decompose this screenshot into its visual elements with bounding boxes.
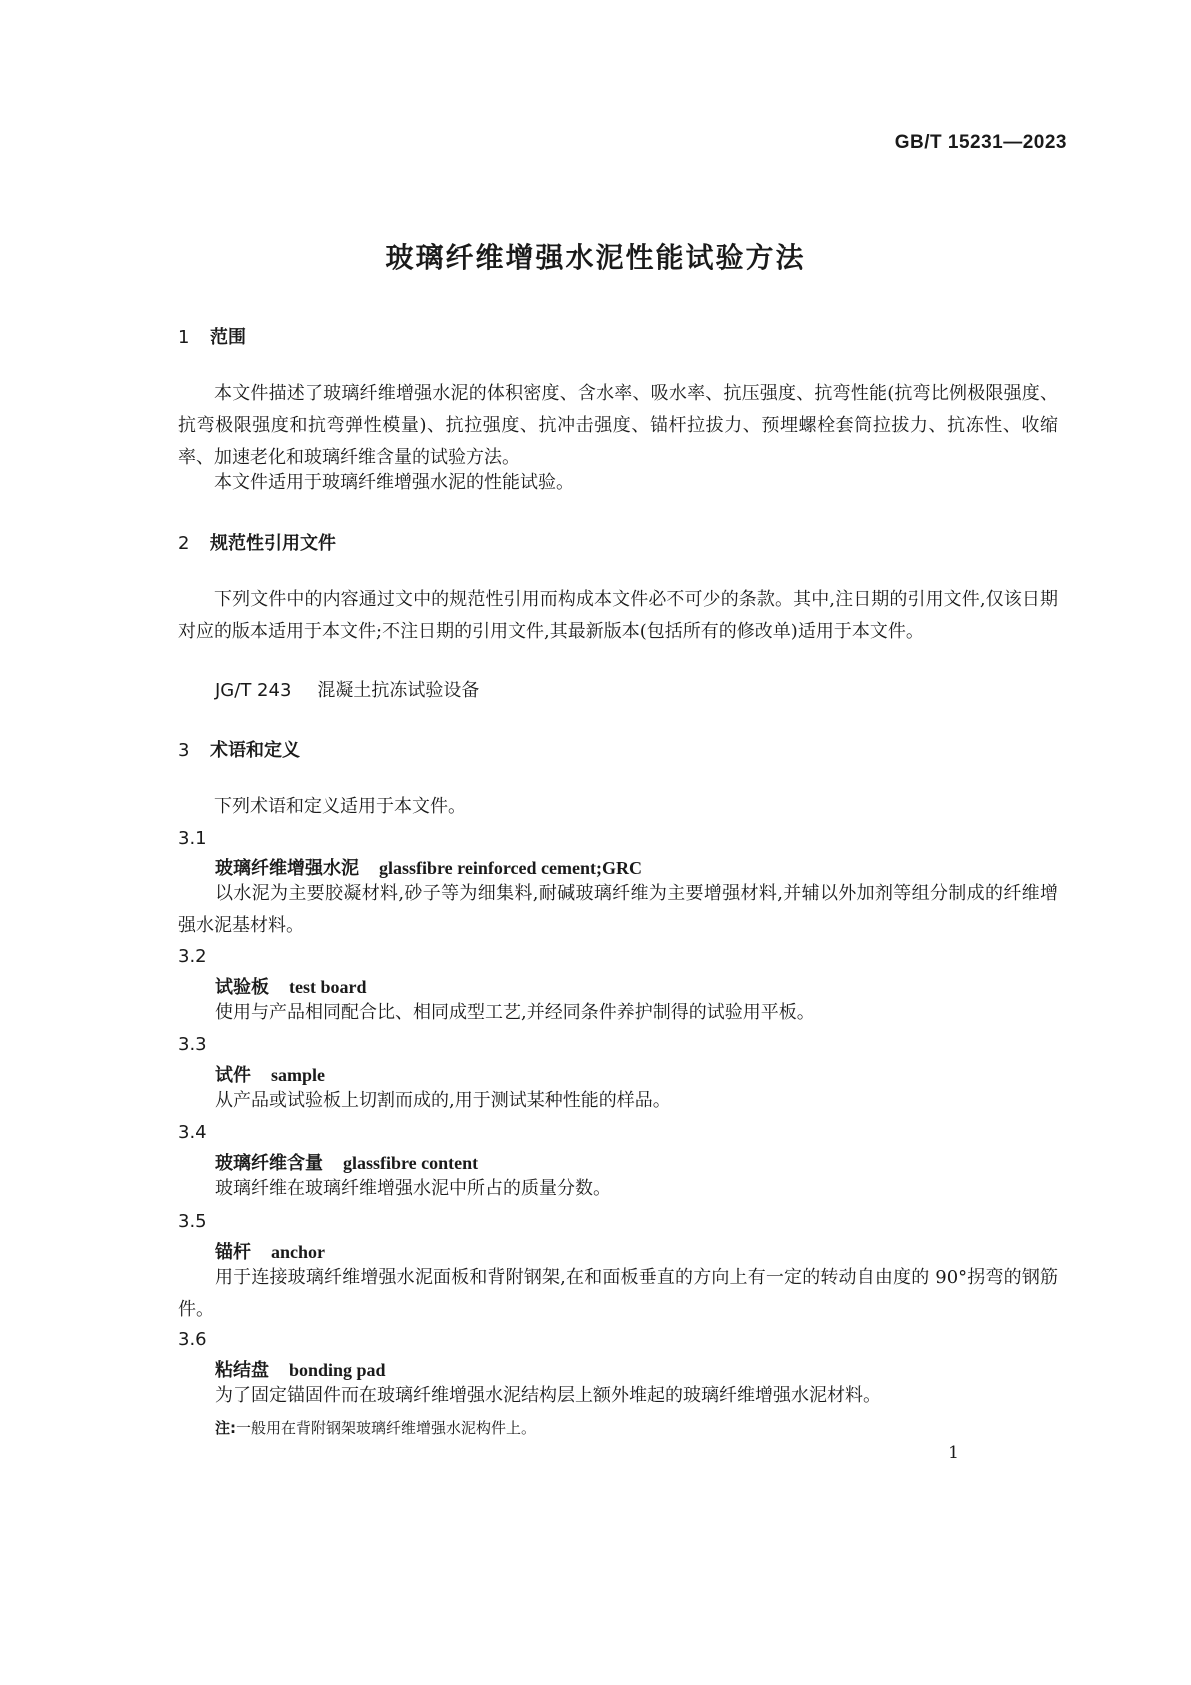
term-number: 3.6 <box>178 1329 207 1350</box>
term-name-zh: 玻璃纤维含量 <box>215 1153 323 1174</box>
term-name-zh: 粘结盘 <box>215 1360 269 1381</box>
term-number: 3.3 <box>178 1034 207 1055</box>
note-text: 一般用在背附钢架玻璃纤维增强水泥构件上。 <box>236 1419 537 1437</box>
term-definition: 以水泥为主要胶凝材料,砂子等为细集料,耐碱玻璃纤维为主要增强材料,并辅以外加剂等组分制成的纤维增强水泥基材料。 <box>178 883 1058 936</box>
term-name-zh: 锚杆 <box>215 1242 251 1263</box>
scope-paragraph-1: 本文件描述了玻璃纤维增强水泥的体积密度、含水率、吸水率、抗压强度、抗弯性能(抗弯比例极限强度、抗弯极限强度和抗弯弹性模量)、抗拉强度、抗冲击强度、锚杆拉拔力、预埋螺栓套筒拉拔力、抗冻性、收缩率、加速老化和玻璃纤维含量的试验方法。 <box>178 383 1058 468</box>
document-title: 玻璃纤维增强水泥性能试验方法 <box>385 241 806 274</box>
term-name-zh: 试件 <box>215 1065 251 1086</box>
standard-code: GB/T 15231—2023 <box>894 132 1067 153</box>
term-number: 3.5 <box>178 1211 207 1232</box>
term-name-en: test board <box>289 977 367 997</box>
term-definition: 玻璃纤维在玻璃纤维增强水泥中所占的质量分数。 <box>215 1178 611 1199</box>
term-note <box>215 1416 536 1442</box>
term-name-zh: 试验板 <box>215 977 269 998</box>
page-number: 1 <box>948 1443 959 1463</box>
term-number: 3.4 <box>178 1122 207 1143</box>
term-definition: 从产品或试验板上切割而成的,用于测试某种性能的样品。 <box>215 1090 671 1111</box>
term-number: 3.1 <box>178 828 207 849</box>
reference-title: 混凝土抗冻试验设备 <box>317 680 480 701</box>
reference-code: JG/T 243 <box>215 680 292 701</box>
term-name-en: glassfibre reinforced cement;GRC <box>379 858 642 878</box>
section-title: 规范性引用文件 <box>210 533 336 554</box>
terms-intro: 下列术语和定义适用于本文件。 <box>214 796 466 817</box>
term-name-en: glassfibre content <box>343 1153 479 1173</box>
section-heading-scope <box>178 323 1058 354</box>
reference-item <box>215 676 479 707</box>
term-name-en: anchor <box>271 1242 325 1262</box>
term-definition: 为了固定锚固件而在玻璃纤维增强水泥结构层上额外堆起的玻璃纤维增强水泥材料。 <box>215 1385 881 1406</box>
section-number: 2 <box>178 533 190 554</box>
note-label: 注: <box>215 1419 236 1437</box>
term-definition: 用于连接玻璃纤维增强水泥面板和背附钢架,在和面板垂直的方向上有一定的转动自由度的 90°拐弯的钢筋件。 <box>178 1267 1058 1320</box>
term-name-zh: 玻璃纤维增强水泥 <box>215 858 359 879</box>
scope-paragraph-2: 本文件适用于玻璃纤维增强水泥的性能试验。 <box>214 472 574 493</box>
section-title: 范围 <box>210 327 246 348</box>
term-name-en: bonding pad <box>289 1360 386 1380</box>
term-name-en: sample <box>271 1065 325 1085</box>
section-heading-normative-references <box>178 529 1058 560</box>
term-definition: 使用与产品相同配合比、相同成型工艺,并经同条件养护制得的试验用平板。 <box>215 1002 815 1023</box>
section-heading-terms-definitions <box>178 736 1058 767</box>
term-number: 3.2 <box>178 946 207 967</box>
references-paragraph: 下列文件中的内容通过文中的规范性引用而构成本文件必不可少的条款。其中,注日期的引用文件,仅该日期对应的版本适用于本文件;不注日期的引用文件,其最新版本(包括所有的修改单)适用于本文件。 <box>178 589 1058 642</box>
section-number: 1 <box>178 327 190 348</box>
section-number: 3 <box>178 740 190 761</box>
section-title: 术语和定义 <box>210 740 300 761</box>
